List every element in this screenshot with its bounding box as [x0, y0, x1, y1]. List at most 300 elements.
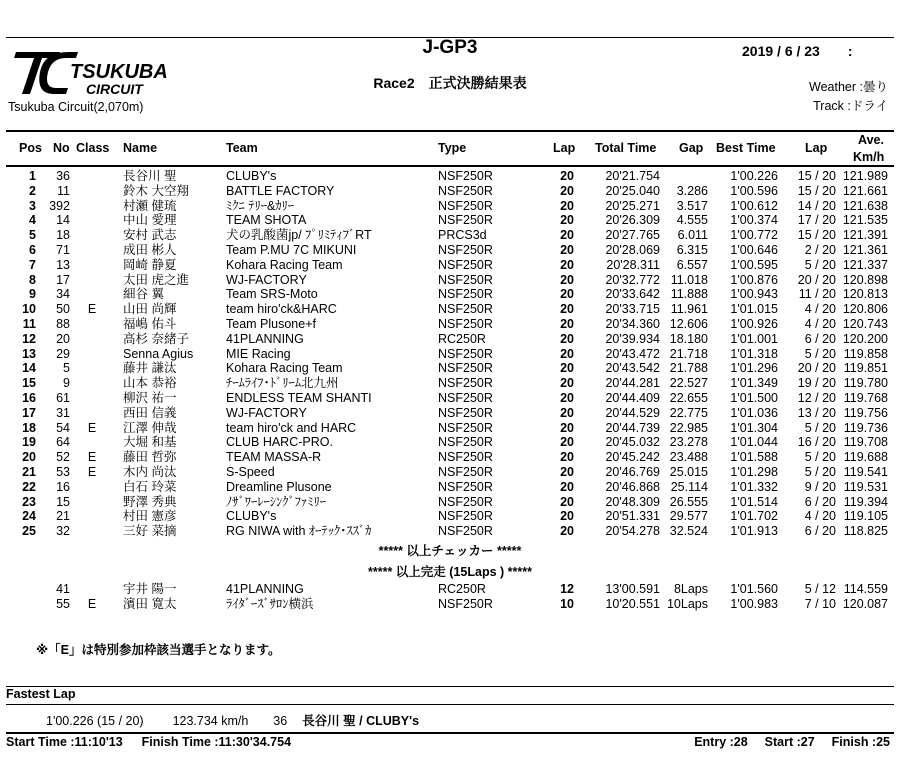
cell-team: ﾗｲﾀﾞｰｽﾞｻﾛﾝ横浜	[226, 596, 314, 611]
cell-blap: 5 / 12	[804, 582, 836, 596]
cell-type: NSF250R	[438, 183, 493, 198]
cell-no: 32	[56, 524, 70, 539]
footer-rule	[6, 732, 894, 734]
cell-ave: 119.858	[843, 346, 888, 361]
table-row	[0, 317, 900, 332]
cell-gap: 25.114	[670, 479, 708, 494]
col-name: Name	[123, 141, 158, 155]
cell-blap: 13 / 20	[797, 405, 836, 420]
cell-name: 宇井 陽一	[123, 582, 177, 596]
cell-ave: 119.756	[843, 405, 888, 420]
cell-blap: 4 / 20	[804, 317, 836, 331]
table-row	[0, 509, 900, 524]
cell-gap: 8Laps	[673, 582, 708, 596]
cell-blap: 7 / 10	[804, 596, 836, 611]
cell-gap: 3.517	[676, 198, 708, 213]
cell-team: RG NIWA with ｵｰﾃｯｸ･ｽｽﾞｶ	[226, 524, 372, 539]
cell-total: 20'48.309	[605, 494, 660, 509]
cell-lap: 20	[560, 494, 574, 509]
cell-best: 1'01.044	[730, 435, 778, 450]
cell-team: WJ-FACTORY	[226, 405, 307, 420]
cell-pos: 6	[29, 243, 36, 257]
cell-best: 1'01.913	[730, 524, 778, 539]
table-row	[0, 465, 900, 480]
cell-no: 64	[56, 435, 70, 450]
cell-lap: 20	[560, 213, 574, 228]
cell-ave: 119.768	[843, 391, 888, 405]
weather: Weather :曇り	[809, 80, 888, 94]
svg-text:CIRCUIT: CIRCUIT	[86, 81, 143, 97]
cell-team: Team Plusone+f	[226, 317, 316, 331]
start-count: Start :27	[764, 735, 815, 749]
cell-lap: 20	[560, 376, 574, 391]
entry-counts	[694, 735, 890, 749]
cell-best: 1'00.374	[730, 213, 778, 228]
cell-no: 9	[63, 376, 70, 391]
cell-ave: 119.105	[843, 509, 888, 524]
cell-gap: 6.557	[676, 257, 708, 272]
cell-gap: 22.527	[669, 376, 708, 391]
cell-no: 18	[56, 228, 70, 243]
fastest-lap-frame	[6, 686, 894, 705]
cell-pos: 13	[22, 346, 36, 361]
cell-name: 野澤 秀典	[123, 494, 177, 509]
cell-type: NSF250R	[438, 509, 493, 524]
cell-no: 392	[49, 198, 70, 213]
cell-no: 21	[56, 509, 70, 524]
cell-ave: 121.661	[842, 183, 888, 198]
cell-type: NSF250R	[438, 524, 493, 539]
cell-lap: 20	[560, 257, 574, 272]
cell-cls: E	[87, 302, 97, 317]
cell-pos: 14	[22, 361, 36, 376]
cell-ave: 119.851	[843, 361, 888, 376]
cell-pos: 23	[22, 494, 36, 509]
cell-total: 10'20.551	[605, 596, 660, 611]
table-row	[0, 184, 900, 199]
cell-name: 藤井 謙汰	[123, 361, 177, 376]
cell-best: 1'00.595	[730, 257, 778, 272]
cell-total: 20'33.642	[605, 287, 660, 302]
cell-best: 1'01.318	[730, 346, 778, 361]
cell-gap: 18.180	[669, 331, 708, 346]
cell-best: 1'00.596	[730, 183, 778, 198]
cell-pos: 24	[22, 509, 36, 524]
cell-team: TEAM SHOTA	[226, 213, 307, 228]
cell-ave: 114.559	[843, 582, 888, 596]
col-team: Team	[226, 141, 258, 155]
cell-gap: 23.278	[669, 435, 708, 450]
cell-ave: 119.708	[843, 435, 888, 450]
cell-total: 20'34.360	[605, 317, 660, 331]
cell-best: 1'01.588	[730, 450, 778, 465]
cell-team: BATTLE FACTORY	[226, 183, 335, 198]
cell-ave: 121.989	[842, 169, 888, 183]
cell-gap: 23.488	[669, 450, 708, 465]
cell-pos: 4	[29, 213, 36, 228]
cell-lap: 20	[560, 198, 574, 213]
cell-pos: 2	[29, 183, 36, 198]
cell-total: 20'27.765	[605, 228, 660, 243]
cell-name: 西田 信義	[123, 405, 177, 420]
cell-team: 41PLANNING	[226, 331, 304, 346]
cell-name: 山本 恭裕	[123, 376, 177, 391]
cell-no: 55	[56, 596, 70, 611]
finish-time: Finish Time :11:30'34.754	[141, 735, 292, 749]
cell-no: 34	[56, 287, 70, 302]
cell-no: 16	[56, 479, 70, 494]
cell-gap: 26.555	[669, 494, 708, 509]
cell-type: PRCS3d	[438, 228, 487, 243]
cell-pos: 5	[29, 228, 36, 243]
cell-name: 柳沢 祐一	[123, 391, 177, 405]
cell-best: 1'00.943	[730, 287, 778, 302]
cell-name: 木内 尚汰	[123, 465, 177, 479]
finish-count: Finish :25	[831, 735, 890, 749]
cell-blap: 12 / 20	[797, 391, 836, 405]
cell-blap: 20 / 20	[797, 361, 836, 376]
cell-name: 江澤 伸哉	[123, 420, 177, 435]
cell-ave: 121.361	[842, 243, 888, 257]
cell-team: CLUB HARC-PRO.	[226, 435, 333, 450]
table-row	[0, 199, 900, 214]
cell-no: 29	[56, 346, 70, 361]
cell-lap: 20	[560, 450, 574, 465]
cell-blap: 15 / 20	[797, 183, 836, 198]
cell-type: NSF250R	[438, 435, 493, 450]
cell-pos: 7	[29, 257, 36, 272]
cell-pos: 15	[22, 376, 36, 391]
cell-lap: 12	[560, 582, 574, 596]
cell-gap: 21.788	[669, 361, 708, 376]
cell-lap: 20	[560, 524, 574, 539]
cell-total: 20'39.934	[605, 331, 660, 346]
table-row	[0, 287, 900, 302]
cell-ave: 120.087	[842, 596, 888, 611]
cell-ave: 119.780	[843, 376, 888, 391]
cell-type: NSF250R	[438, 213, 493, 228]
cell-name: 安村 武志	[123, 228, 177, 243]
cell-no: 14	[56, 213, 70, 228]
cell-no: 88	[56, 317, 70, 331]
cell-best: 1'01.349	[730, 376, 778, 391]
cell-no: 5	[63, 361, 70, 376]
cell-no: 54	[56, 420, 70, 435]
cell-blap: 5 / 20	[804, 257, 836, 272]
cell-lap: 20	[560, 317, 574, 331]
cell-blap: 17 / 20	[797, 213, 836, 228]
cell-pos: 21	[22, 465, 36, 479]
cell-name: 濱田 寛太	[123, 596, 177, 611]
cell-blap: 5 / 20	[804, 465, 836, 479]
cell-ave: 119.736	[843, 420, 888, 435]
race-title: Race2 正式決勝結果表	[373, 75, 527, 91]
cell-type: NSF250R	[438, 450, 493, 465]
table-row	[0, 376, 900, 391]
cell-team: MIE Racing	[226, 346, 291, 361]
cell-type: NSF250R	[438, 198, 493, 213]
cell-pos: 9	[29, 287, 36, 302]
table-row	[0, 273, 900, 288]
cell-best: 1'01.500	[730, 391, 778, 405]
cell-best: 1'00.983	[730, 596, 778, 611]
cell-pos: 12	[22, 331, 36, 346]
cell-no: 31	[56, 405, 70, 420]
cell-blap: 6 / 20	[804, 331, 836, 346]
cell-blap: 16 / 20	[797, 435, 836, 450]
cell-type: RC250R	[438, 582, 486, 596]
complete-line: ***** 以上完走 (15Laps ) *****	[368, 565, 532, 579]
cell-lap: 20	[560, 287, 574, 302]
cell-no: 53	[56, 465, 70, 479]
table-row	[0, 332, 900, 347]
table-row	[0, 495, 900, 510]
cell-total: 20'25.040	[605, 183, 660, 198]
cell-best: 1'01.296	[730, 361, 778, 376]
cell-pos: 22	[22, 479, 36, 494]
checker-line: ***** 以上チェッカー *****	[378, 544, 522, 558]
cell-team: 犬の乳酸菌jp/ ﾌﾟﾘﾐﾃｨﾌﾞRT	[226, 228, 372, 243]
fastest-lap-time: 1'00.226 (15 / 20)	[46, 714, 144, 728]
cell-total: 13'00.591	[605, 582, 660, 596]
cell-team: ENDLESS TEAM SHANTI	[226, 391, 372, 405]
cell-gap: 11.961	[670, 302, 708, 317]
cell-no: 41	[56, 582, 70, 596]
cell-name: 成田 彬人	[123, 243, 177, 257]
col-total-time: Total Time	[595, 141, 657, 155]
cell-blap: 2 / 20	[804, 243, 836, 257]
table-row	[0, 258, 900, 273]
cell-name: 大堀 和基	[123, 435, 177, 450]
cell-gap: 22.655	[669, 391, 708, 405]
cell-team: ﾉｻﾞﾜｰﾚｰｼﾝｸﾞﾌｧﾐﾘｰ	[226, 494, 327, 509]
cell-blap: 20 / 20	[797, 272, 836, 287]
start-time: Start Time :11:10'13	[6, 735, 123, 749]
cell-best: 1'01.036	[730, 405, 778, 420]
cell-best: 1'01.514	[730, 494, 778, 509]
cell-total: 20'45.242	[605, 450, 660, 465]
event-title: J-GP3	[422, 37, 478, 58]
cell-team: team hiro'ck and HARC	[226, 420, 357, 435]
cell-team: Team SRS-Moto	[226, 287, 318, 302]
col-pos: Pos	[19, 141, 42, 155]
col-ave: Ave.	[858, 133, 884, 147]
cell-blap: 15 / 20	[797, 169, 836, 183]
cell-type: NSF250R	[438, 169, 493, 183]
cell-gap: 6.011	[677, 228, 708, 243]
table-row	[0, 435, 900, 450]
table-row	[0, 421, 900, 436]
cell-team: TEAM MASSA-R	[226, 450, 322, 465]
cell-total: 20'44.529	[605, 405, 660, 420]
cell-best: 1'00.772	[730, 228, 778, 243]
cell-team: ﾁｰﾑﾗｲﾌ･ﾄﾞﾘｰﾑ北九州	[226, 376, 339, 391]
cell-team: CLUBY's	[226, 169, 277, 183]
cell-name: 福嶋 佑斗	[123, 317, 177, 331]
col-no: No	[53, 141, 70, 155]
cell-blap: 9 / 20	[804, 479, 836, 494]
cell-blap: 5 / 20	[804, 450, 836, 465]
cell-pos: 19	[22, 435, 36, 450]
cell-ave: 120.200	[842, 331, 888, 346]
cell-gap: 6.315	[676, 243, 708, 257]
cell-no: 50	[56, 302, 70, 317]
cell-best: 1'01.702	[730, 509, 778, 524]
cell-lap: 20	[560, 302, 574, 317]
cell-total: 20'28.069	[605, 243, 660, 257]
cell-team: Kohara Racing Team	[226, 257, 343, 272]
cell-ave: 119.394	[843, 494, 888, 509]
table-row	[0, 391, 900, 406]
dnf-row	[0, 597, 900, 612]
cell-lap: 10	[560, 596, 574, 611]
cell-no: 20	[56, 331, 70, 346]
fastest-lap-no: 36	[273, 714, 288, 728]
start-finish-times	[6, 735, 291, 749]
cell-lap: 20	[560, 272, 574, 287]
cell-pos: 20	[22, 450, 36, 465]
cell-total: 20'51.331	[605, 509, 660, 524]
cell-pos: 25	[22, 524, 36, 539]
cell-name: 中山 愛理	[123, 213, 177, 228]
cell-gap: 3.286	[676, 183, 708, 198]
fastest-lap-speed: 123.734 km/h	[172, 714, 249, 728]
cell-name: 高杉 奈緒子	[123, 331, 189, 346]
cell-team: Team P.MU 7C MIKUNI	[226, 243, 357, 257]
cell-pos: 11	[22, 317, 36, 331]
cell-pos: 8	[29, 272, 36, 287]
cell-lap: 20	[560, 420, 574, 435]
cell-cls: E	[87, 465, 97, 479]
cell-blap: 19 / 20	[797, 376, 836, 391]
cell-pos: 10	[22, 302, 36, 317]
fastest-lap-title: Fastest Lap	[6, 687, 76, 701]
cell-gap: 11.018	[670, 272, 708, 287]
cell-gap: 10Laps	[666, 596, 708, 611]
table-row	[0, 228, 900, 243]
cell-total: 20'46.769	[605, 465, 660, 479]
entry-count: Entry :28	[694, 735, 748, 749]
cell-ave: 121.391	[842, 228, 888, 243]
cell-cls: E	[87, 596, 97, 611]
cell-name: 山田 尚輝	[123, 302, 177, 317]
cell-lap: 20	[560, 243, 574, 257]
cell-pos: 1	[29, 169, 36, 183]
cell-blap: 4 / 20	[804, 302, 836, 317]
cell-no: 52	[56, 450, 70, 465]
col-gap: Gap	[679, 141, 704, 155]
cell-team: ﾐｸﾆ ﾃﾘｰ&ｶﾘｰ	[226, 198, 295, 213]
cell-name: 白石 玲菜	[123, 479, 177, 494]
cell-gap: 22.985	[669, 420, 708, 435]
cell-lap: 20	[560, 391, 574, 405]
cell-total: 20'46.868	[605, 479, 660, 494]
cell-lap: 20	[560, 361, 574, 376]
col-best-lap: Lap	[805, 141, 828, 155]
table-row	[0, 406, 900, 421]
cell-team: team hiro'ck&HARC	[226, 302, 337, 317]
cell-no: 71	[56, 243, 70, 257]
cell-lap: 20	[560, 331, 574, 346]
fastest-lap-rider: 長谷川 聖 / CLUBY's	[302, 714, 420, 728]
cell-total: 20'43.542	[605, 361, 660, 376]
cell-name: 長谷川 聖	[123, 169, 177, 183]
cell-type: NSF250R	[438, 346, 493, 361]
table-row	[0, 480, 900, 495]
cell-type: NSF250R	[438, 302, 493, 317]
cell-type: NSF250R	[438, 287, 493, 302]
cell-type: RC250R	[438, 331, 486, 346]
cell-cls: E	[87, 420, 97, 435]
circuit-name: Tsukuba Circuit(2,070m)	[8, 100, 144, 114]
cell-gap: 4.555	[676, 213, 708, 228]
cell-ave: 121.337	[842, 257, 888, 272]
cell-cls: E	[87, 450, 97, 465]
cell-ave: 120.743	[842, 317, 888, 331]
table-row	[0, 524, 900, 539]
cell-best: 1'00.876	[730, 272, 778, 287]
cell-no: 15	[56, 494, 70, 509]
cell-lap: 20	[560, 405, 574, 420]
cell-lap: 20	[560, 228, 574, 243]
cell-lap: 20	[560, 346, 574, 361]
cell-type: NSF250R	[438, 391, 493, 405]
cell-gap: 25.015	[669, 465, 708, 479]
cell-ave: 120.806	[842, 302, 888, 317]
cell-total: 20'44.409	[605, 391, 660, 405]
col-best-time: Best Time	[716, 141, 776, 155]
cell-name: 藤田 哲弥	[123, 450, 177, 465]
cell-total: 20'33.715	[605, 302, 660, 317]
cell-type: NSF250R	[438, 596, 493, 611]
cell-pos: 3	[29, 198, 36, 213]
cell-blap: 14 / 20	[797, 198, 836, 213]
cell-type: NSF250R	[438, 479, 493, 494]
cell-best: 1'01.332	[730, 479, 778, 494]
cell-total: 20'44.739	[605, 420, 660, 435]
cell-blap: 5 / 20	[804, 420, 836, 435]
cell-total: 20'25.271	[605, 198, 660, 213]
cell-lap: 20	[560, 479, 574, 494]
cell-name: 細谷 翼	[123, 287, 164, 302]
cell-best: 1'01.015	[730, 302, 778, 317]
cell-type: NSF250R	[438, 494, 493, 509]
cell-best: 1'01.304	[730, 420, 778, 435]
cell-team: CLUBY's	[226, 509, 277, 524]
svg-text:TSUKUBA: TSUKUBA	[70, 61, 168, 83]
cell-ave: 121.638	[842, 198, 888, 213]
class-note: ※「E」は特別参加枠該当選手となります。	[36, 643, 281, 657]
cell-lap: 20	[560, 509, 574, 524]
cell-blap: 6 / 20	[804, 494, 836, 509]
cell-gap: 21.718	[669, 346, 708, 361]
cell-best: 1'00.226	[730, 169, 778, 183]
cell-best: 1'00.646	[730, 243, 778, 257]
cell-team: Kohara Racing Team	[226, 361, 343, 376]
cell-name: 村瀬 健琉	[123, 198, 177, 213]
cell-type: NSF250R	[438, 376, 493, 391]
cell-type: NSF250R	[438, 361, 493, 376]
cell-best: 1'01.001	[730, 331, 778, 346]
cell-gap: 22.775	[669, 405, 708, 420]
cell-type: NSF250R	[438, 420, 493, 435]
cell-ave: 119.541	[843, 465, 888, 479]
cell-ave: 119.531	[843, 479, 888, 494]
col-kmh: Km/h	[853, 150, 885, 164]
cell-total: 20'43.472	[605, 346, 660, 361]
cell-gap: 32.524	[669, 524, 708, 539]
cell-best: 1'01.560	[730, 582, 778, 596]
